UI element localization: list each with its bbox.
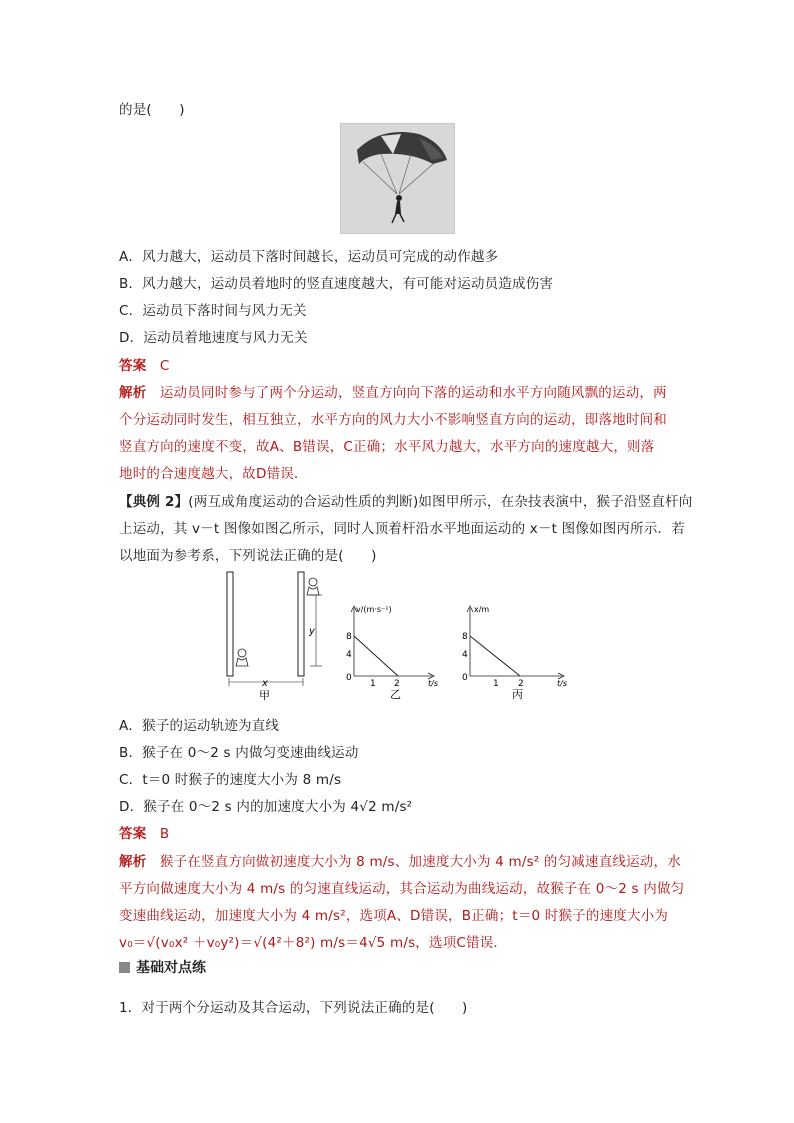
analysis-text-1: 运动员同时参与了两个分运动，竖直方向向下落的运动和水平方向随风飘的运动，两 bbox=[159, 385, 667, 401]
q2-option-c: C．t＝0 时猴子的速度大小为 8 m/s bbox=[119, 772, 342, 788]
q2-answer-label: 答案 bbox=[119, 826, 147, 842]
section-marker-icon bbox=[119, 962, 130, 973]
answer-value: C bbox=[159, 358, 170, 374]
section-heading-text: 基础对点练 bbox=[136, 960, 206, 976]
section-heading bbox=[119, 957, 206, 977]
parachute-photo bbox=[340, 123, 455, 234]
q2-analysis-line-1 bbox=[119, 850, 681, 870]
bing-series-line bbox=[470, 636, 520, 676]
monkey-figure bbox=[222, 570, 582, 702]
yi-series-line bbox=[354, 636, 398, 676]
pole-start bbox=[227, 572, 233, 676]
analysis-line-2: 个分运动同时发生，相互独立，水平方向的风力大小不影响竖直方向的运动，即落地时间和 bbox=[119, 412, 667, 428]
q2-answer-value: B bbox=[159, 826, 170, 842]
yi-ylabel: v/(m·s⁻¹) bbox=[356, 605, 392, 614]
option-b: B．风力越大，运动员着地时的竖直速度越大，有可能对运动员造成伤害 bbox=[119, 276, 554, 292]
example-2-line-1 bbox=[119, 490, 692, 510]
yi-tick-0: 0 bbox=[346, 673, 352, 683]
analysis-label: 解析 bbox=[119, 385, 147, 401]
analysis-line-4: 地时的合速度越大，故D错误． bbox=[119, 466, 308, 482]
example-2-line-2: 上运动，其 v－t 图像如图乙所示，同时人顶着杆沿水平地面运动的 x－t 图像如图丙所示．若 bbox=[119, 521, 685, 537]
yi-tick-8: 8 bbox=[346, 632, 352, 642]
bing-ylabel: x/m bbox=[474, 605, 490, 614]
analysis-line-3: 竖直方向的速度不变，故A、B错误，C正确；水平风力越大，水平方向的速度越大，则落 bbox=[119, 439, 655, 455]
parachute-icon bbox=[341, 124, 454, 233]
answer-row bbox=[119, 354, 170, 374]
example-tag: 【典例 2】 bbox=[119, 494, 189, 510]
figure-group bbox=[222, 570, 582, 706]
example-2-text-1: (两互成角度运动的合运动性质的判断)如图甲所示，在杂技表演中，猴子沿竖直杆向 bbox=[188, 494, 693, 510]
option-d: D．运动员着地速度与风力无关 bbox=[119, 330, 308, 346]
bing-tick-2: 2 bbox=[518, 679, 524, 689]
example-2-line-3: 以地面为参考系，下列说法正确的是( ) bbox=[119, 548, 377, 564]
question-stem-tail: 的是( ) bbox=[119, 102, 185, 118]
bing-tick-1: 1 bbox=[493, 679, 499, 689]
q2-analysis-label: 解析 bbox=[119, 854, 147, 870]
q2-analysis-line-4: v₀＝√(v₀x² ＋v₀y²)＝√(4²＋8²) m/s＝4√5 m/s，选项C错误． bbox=[119, 935, 508, 951]
yi-tick-2: 2 bbox=[394, 679, 400, 689]
q2-answer-row bbox=[119, 822, 169, 842]
fig-jia-label: 甲 bbox=[259, 689, 270, 702]
fig-yi-label: 乙 bbox=[390, 688, 401, 701]
q2-analysis-line-3: 变速曲线运动，加速度大小为 4 m/s²，选项A、D错误，B正确；t＝0 时猴子的速度大小为 bbox=[119, 908, 669, 924]
q2-option-a: A．猴子的运动轨迹为直线 bbox=[119, 718, 280, 734]
monkey-icon-start bbox=[236, 649, 248, 666]
monkey-icon-end bbox=[307, 578, 319, 595]
answer-label: 答案 bbox=[119, 358, 147, 374]
q2-option-b: B．猴子在 0～2 s 内做匀变速曲线运动 bbox=[119, 745, 359, 761]
option-c: C．运动员下落时间与风力无关 bbox=[119, 303, 307, 319]
yi-tick-4: 4 bbox=[346, 650, 352, 660]
question-1: 1．对于两个分运动及其合运动，下列说法正确的是( ) bbox=[119, 1000, 468, 1016]
x-label: x bbox=[262, 678, 268, 689]
q2-option-d: D．猴子在 0～2 s 内的加速度大小为 4√2 m/s² bbox=[119, 799, 413, 815]
q2-analysis-line-2: 平方向做速度大小为 4 m/s 的匀速直线运动，其合运动为曲线运动，故猴子在 0～2 s 内做匀 bbox=[119, 881, 685, 897]
bing-tick-4: 4 bbox=[462, 650, 468, 660]
bing-tick-0: 0 bbox=[462, 673, 468, 683]
y-label: y bbox=[309, 626, 315, 637]
bing-xlabel: t/s bbox=[557, 679, 567, 688]
q2-analysis-text-1: 猴子在竖直方向做初速度大小为 8 m/s、加速度大小为 4 m/s² 的匀减速直线运动，水 bbox=[159, 854, 681, 870]
pole-end bbox=[298, 572, 304, 676]
yi-tick-1: 1 bbox=[370, 679, 376, 689]
analysis-line-1 bbox=[119, 381, 667, 401]
yi-xlabel: t/s bbox=[428, 679, 438, 688]
bing-tick-8: 8 bbox=[462, 632, 468, 642]
fig-bing-label: 丙 bbox=[512, 688, 523, 701]
option-a: A．风力越大，运动员下落时间越长，运动员可完成的动作越多 bbox=[119, 249, 499, 265]
